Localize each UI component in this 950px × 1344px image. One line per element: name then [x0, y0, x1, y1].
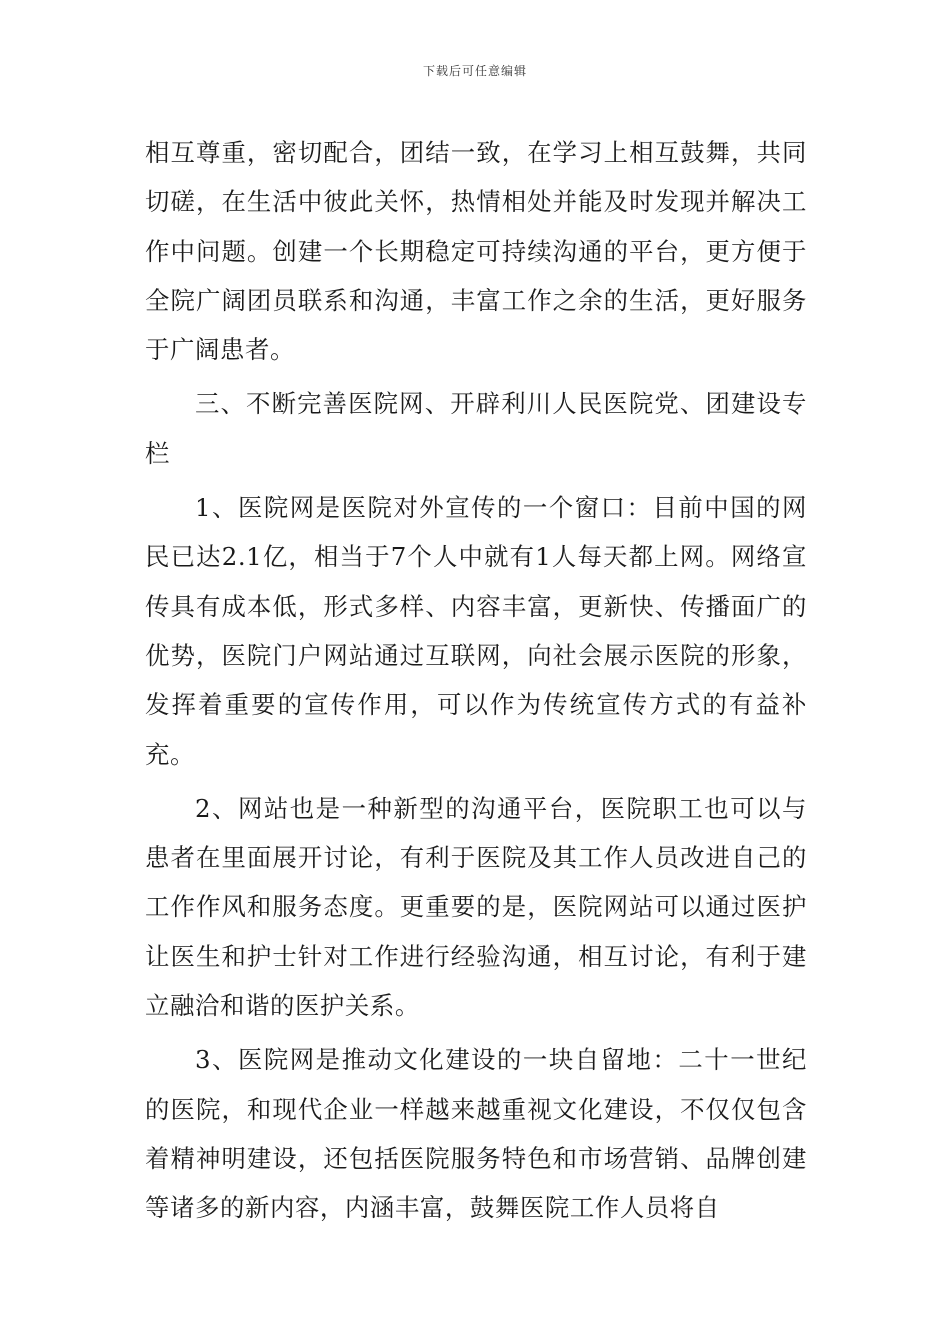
paragraph-item-1: 1、医院网是医院对外宣传的一个窗口：目前中国的网民已达2.1亿，相当于7个人中就有1人每天都上网。网络宣传具有成本低，形式多样、内容丰富，更新快、传播面广的优势，医院门户网站通过互联网，向社会展示医院的形象，发挥着重要的宣传作用，可以作为传统宣传方式的有益补充。	[145, 493, 807, 769]
document-body	[145, 128, 807, 1233]
paragraph-item-2: 2、网站也是一种新型的沟通平台，医院职工也可以与患者在里面展开讨论，有利于医院及其工作人员改进自己的工作作风和服务态度。更重要的是，医院网站可以通过医护让医生和护士针对工作进行经验沟通，相互讨论，有利于建立融洽和谐的医护关系。	[145, 793, 807, 1021]
paragraph-continuation: 相互尊重，密切配合，团结一致，在学习上相互鼓舞，共同切磋，在生活中彼此关怀，热情相处并能及时发现并解决工作中问题。创建一个长期稳定可持续沟通的平台，更方便于全院广阔团员联系和沟通，丰富工作之余的生活，更好服务于广阔患者。	[145, 138, 807, 365]
page-header-note: 下载后可任意编辑	[422, 64, 527, 78]
section-heading-3: 三、不断完善医院网、开辟利川人民医院党、团建设专栏	[145, 389, 807, 468]
paragraph-item-3: 3、医院网是推动文化建设的一块自留地：二十一世纪的医院，和现代企业一样越来越重视文化建设，不仅仅包含着精神明建设，还包括医院服务特色和市场营销、品牌创建等诸多的新内容，内涵丰富，鼓舞医院工作人员将自	[145, 1045, 807, 1223]
